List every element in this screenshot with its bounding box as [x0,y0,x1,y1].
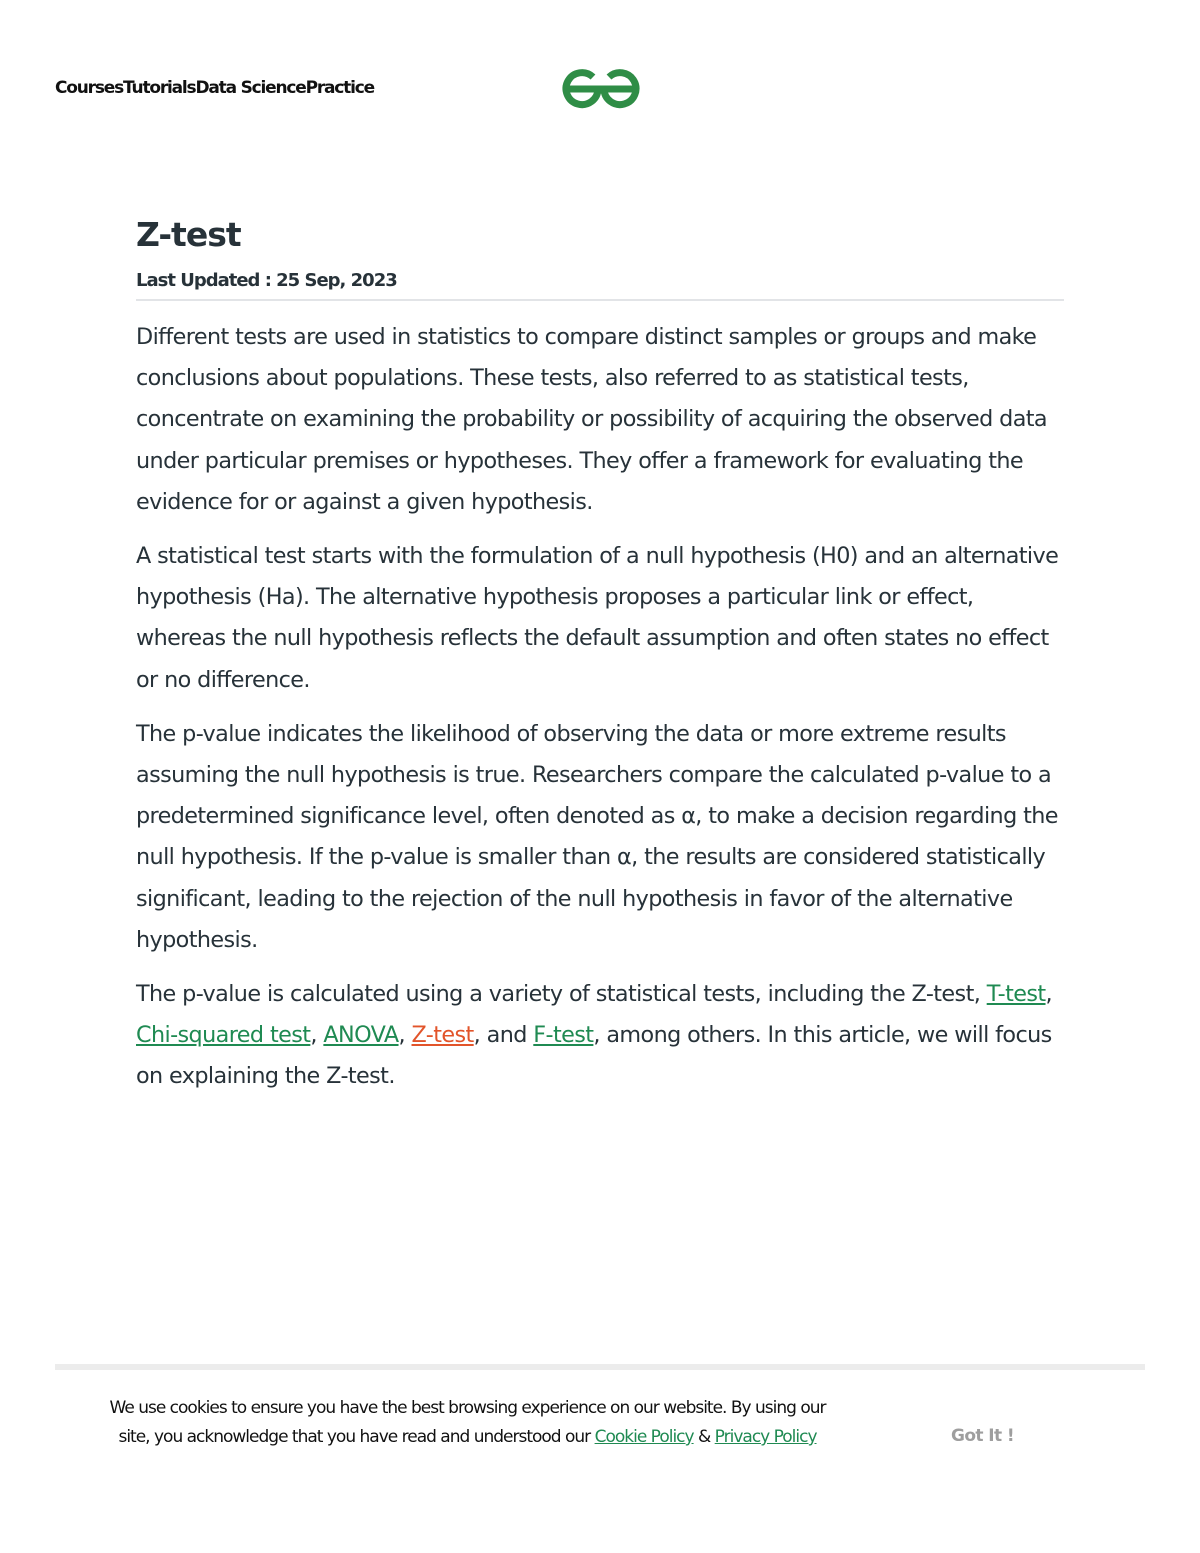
cookie-ampersand: & [693,1427,715,1447]
article-paragraph: Different tests are used in statistics to compare distinct samples or groups and make conclusions about populations. These tests, also referred to as statistical tests, concentrate on examining the probability or possibility of acquiring the observed data under particular premises or hypotheses. They offer a framework for evaluating the evidence for or against a given hypothesis. [136,324,1047,515]
t-test-link[interactable]: T-test [986,981,1046,1008]
cookie-text: We use cookies to ensure you have the best browsing experience on our website. By using our site, you acknowledge that you have read and understood our [109,1398,826,1447]
cookie-message [95,1394,840,1452]
anova-link[interactable]: ANOVA [323,1022,399,1049]
last-updated: Last Updated : 25 Sep, 2023 [136,270,397,291]
nav-courses[interactable]: Courses [55,78,124,98]
z-test-link[interactable]: Z-test [411,1022,474,1049]
gfg-logo-icon[interactable] [560,66,642,112]
separator: , and [473,1022,534,1049]
chi-squared-test-link[interactable]: Chi-squared test [136,1022,311,1049]
article [136,214,1064,1098]
article-paragraph: A statistical test starts with the formulation of a null hypothesis (H0) and an alternative hypothesis (Ha). The alternative hypothesis proposes a particular link or effect, whereas the null hypothesis reflects the default assumption and often states no effect or no difference. [136,543,1059,693]
page-title: Z-test [136,215,241,254]
paragraph-intro: The p-value is calculated using a variety of statistical tests, including the Z-test, [136,981,987,1008]
top-nav [55,78,374,98]
nav-data-science[interactable]: Data Science [195,78,306,98]
title-divider [136,299,1064,301]
article-paragraph: The p-value indicates the likelihood of observing the data or more extreme results assuming the null hypothesis is true. Researchers compare the calculated p-value to a predetermined significance level, often denoted as α, to make a decision regarding the null hypothesis. If the p-value is smaller than α, the results are considered statistically significant, leading to the rejection of the null hypothesis in favor of the alternative hypothesis. [136,720,1058,953]
f-test-link[interactable]: F-test [533,1022,594,1049]
privacy-policy-link[interactable]: Privacy Policy [714,1427,817,1447]
article-paragraph-links [136,974,1064,1098]
separator: , [310,1022,324,1049]
separator: , [1045,981,1053,1008]
nav-tutorials[interactable]: Tutorials [123,78,196,98]
nav-practice[interactable]: Practice [305,78,374,98]
separator: , [398,1022,412,1049]
got-it-button[interactable]: Got It ! [951,1426,1015,1446]
cookie-policy-link[interactable]: Cookie Policy [594,1427,694,1447]
paragraph-outro: , among others. In this article, we will focus on explaining the Z-test. [136,1022,1052,1090]
cookie-banner [55,1364,1145,1500]
